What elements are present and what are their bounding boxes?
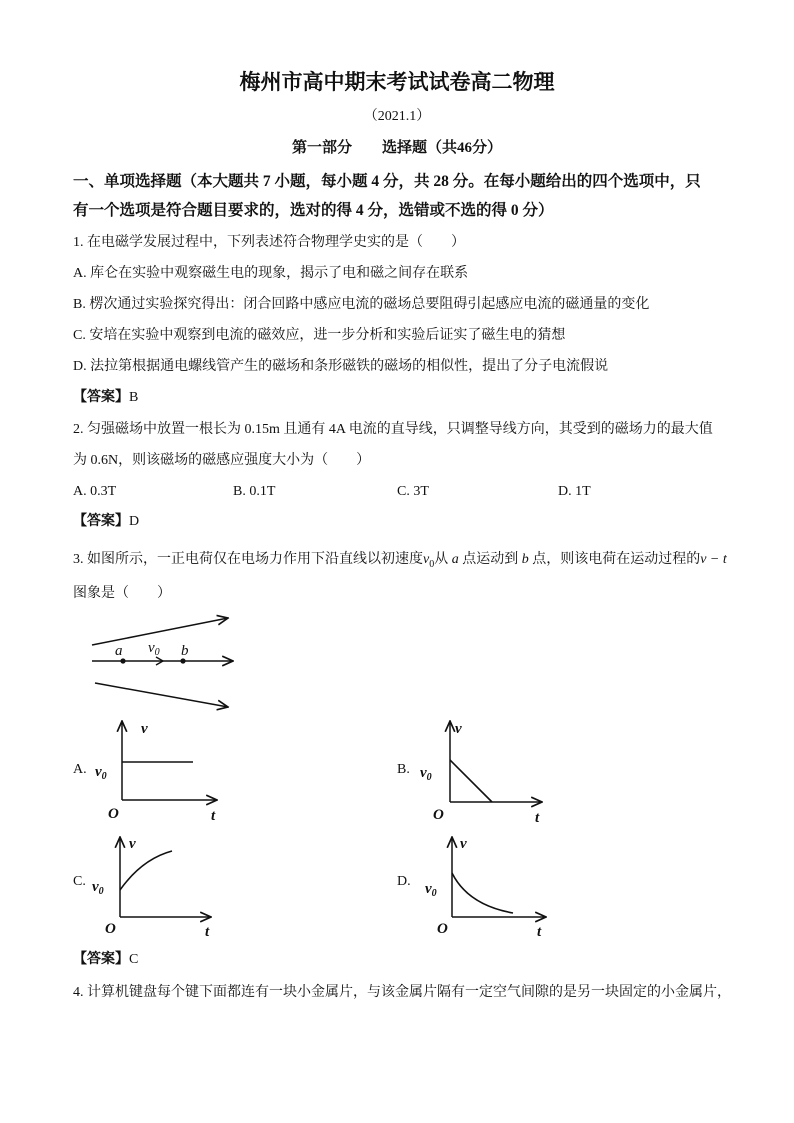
q4-stem: 4. 计算机键盘每个键下面都连有一块小金属片，与该金属片隔有一定空气间隙的是另一块固定的小金属片， (73, 985, 731, 1000)
q3-option-b-letter: B. (397, 762, 410, 777)
point-a-dot (120, 658, 125, 663)
initial-velocity-label: $v_0$ (95, 764, 107, 782)
answer-label: 【答案】 (73, 952, 129, 967)
x-axis-label: t (535, 810, 540, 826)
q3-answer (73, 951, 138, 969)
q2-option-b: B. 0.1T (233, 484, 276, 499)
field-diagram (92, 618, 233, 707)
y-axis-label: v (460, 836, 467, 852)
origin-label: O (437, 921, 448, 937)
q1-option-a: A. 库仑在实验中观察磁生电的现象，揭示了电和磁之间存在联系 (73, 266, 469, 281)
initial-velocity-label: $v_0$ (420, 765, 432, 783)
q3-stem-line-1 (73, 551, 727, 574)
initial-velocity-label: $v_0$ (425, 881, 437, 899)
section-heading-line-2: 有一个选项是符合题目要求的，选对的得 4 分，选错或不选的得 0 分） (73, 202, 554, 219)
point-a-label: a (115, 643, 123, 659)
field-line-bottom (95, 683, 228, 707)
velocity-label: $v_0$ (148, 640, 160, 658)
section-heading-line-1: 一、单项选择题（本大题共 7 小题，每小题 4 分，共 28 分。在每小题给出的四个选项中，只 (73, 173, 701, 190)
q3-stem-text: 从 (434, 552, 452, 567)
q3-stem-text: 点，则该电荷在运动过程的 (528, 552, 701, 567)
q3-stem-line-2: 图象是（ ） (73, 586, 171, 601)
field-line-top (92, 618, 228, 645)
page-title: 梅州市高中期末考试试卷高二物理 (239, 70, 555, 94)
q3-option-d-letter: D. (397, 874, 411, 889)
part-heading: 第一部分 选择题（共46分） (291, 140, 502, 156)
q1-stem: 1. 在电磁学发展过程中，下列表述符合物理学史实的是（ ） (73, 235, 465, 250)
answer-label: 【答案】 (73, 390, 129, 405)
origin-label: O (105, 921, 116, 937)
point-b-dot (180, 658, 185, 663)
answer-value: D (129, 514, 140, 529)
q1-option-b: B. 楞次通过实验探究得出：闭合回路中感应电流的磁场总要阻碍引起感应电流的磁通量的变化 (73, 297, 650, 312)
q1-option-d: D. 法拉第根据通电螺线管产生的磁场和条形磁铁的磁场的相似性，提出了分子电流假说 (73, 359, 609, 374)
q1-option-c: C. 安培在实验中观察到电流的磁效应，进一步分析和实验后证实了磁生电的猜想 (73, 328, 566, 343)
exam-date: （2021.1） (363, 109, 431, 124)
q2-option-c: C. 3T (397, 484, 429, 499)
answer-value: B (129, 390, 139, 405)
y-axis-label: v (455, 721, 462, 737)
q2-option-a: A. 0.3T (73, 484, 117, 499)
q3-stem-text: 3. 如图所示，一正电荷仅在电场力作用下沿直线以初速度 (73, 552, 423, 567)
graph-curve (450, 760, 492, 802)
q3-stem-vt: v − t (700, 552, 727, 567)
y-axis-label: v (141, 721, 148, 737)
initial-velocity-label: $v_0$ (92, 879, 104, 897)
q3-stem-v: v (423, 552, 430, 567)
q2-stem-line-2: 为 0.6N，则该磁场的磁感应强度大小为（ ） (73, 453, 371, 468)
q3-stem-v-sub: 0 (429, 558, 435, 570)
q2-option-d: D. 1T (558, 484, 591, 499)
graph-curve (452, 873, 513, 913)
q1-answer (73, 389, 138, 407)
origin-label: O (433, 807, 444, 823)
q3-option-a-letter: A. (73, 762, 87, 777)
graph-a (95, 721, 217, 824)
x-axis-label: t (537, 924, 542, 940)
q2-answer (73, 513, 139, 531)
point-b-label: b (181, 643, 189, 659)
answer-label: 【答案】 (73, 514, 129, 529)
x-axis-label: t (211, 808, 216, 824)
graph-b (420, 721, 542, 826)
graph-curve (120, 851, 172, 890)
q3-stem-point-b: b (521, 552, 529, 567)
answer-value: C (129, 952, 139, 967)
q3-stem-point-a: a (451, 552, 459, 567)
origin-label: O (108, 806, 119, 822)
q3-figures (60, 605, 560, 945)
graph-c (92, 836, 211, 940)
q3-option-c-letter: C. (73, 874, 86, 889)
q2-stem-line-1: 2. 匀强磁场中放置一根长为 0.15m 且通有 4A 电流的直导线，只调整导线方向，其受到的磁场力的最大值 (73, 422, 713, 437)
x-axis-label: t (205, 924, 210, 940)
graph-d (425, 836, 546, 940)
y-axis-label: v (129, 836, 136, 852)
q3-stem-text: 点运动到 (458, 552, 522, 567)
